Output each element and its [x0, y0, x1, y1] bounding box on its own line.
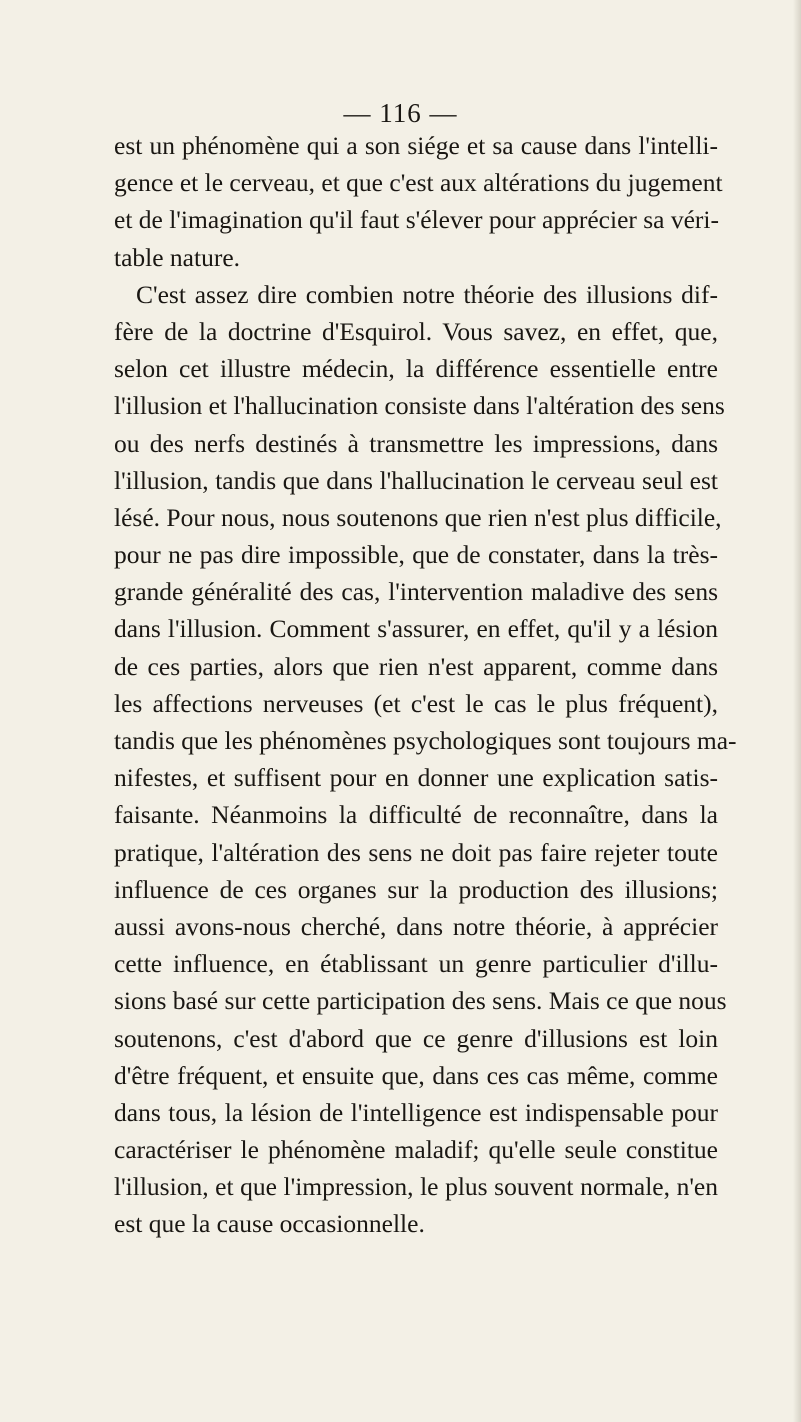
page-edge-shadow [793, 0, 801, 1422]
text-line: dans l'illusion. Comment s'assurer, en effet, qu'il y a lésion [114, 614, 718, 644]
text-line: les affections nerveuses (et c'est le cas le plus fréquent), [114, 688, 718, 718]
body-text [114, 127, 737, 1243]
text-line: l'illusion, et que l'impression, le plus souvent normale, n'en [114, 1172, 718, 1202]
text-line: C'est assez dire combien notre théorie des illusions dif- [136, 279, 718, 309]
text-line: nifestes, et suffisent pour en donner une explication satis- [114, 763, 718, 793]
text-line: pour ne pas dire impossible, que de constater, dans la très- [114, 540, 718, 570]
text-line: aussi avons-nous cherché, dans notre théorie, à apprécier [114, 911, 718, 941]
text-line: soutenons, c'est d'abord que ce genre d'illusions est loin [114, 1023, 718, 1053]
text-line: pratique, l'altération des sens ne doit pas faire rejeter toute [114, 837, 718, 867]
text-line: gence et le cerveau, et que c'est aux altérations du jugement [114, 168, 723, 198]
text-line: sions basé sur cette participation des sens. Mais ce que nous [114, 986, 727, 1016]
text-line: d'être fréquent, et ensuite que, dans ces cas même, comme [114, 1060, 718, 1090]
text-line: l'illusion, tandis que dans l'hallucination le cerveau seul est [114, 465, 718, 495]
text-line: l'illusion et l'hallucination consiste dans l'altération des sens [114, 391, 725, 421]
text-line: table nature. [114, 242, 241, 272]
text-line: et de l'imagination qu'il faut s'élever pour apprécier sa véri- [114, 205, 720, 235]
text-line: de ces parties, alors que rien n'est apparent, comme dans [114, 651, 718, 681]
text-line: selon cet illustre médecin, la différence essentielle entre [114, 354, 718, 384]
page-number: — 116 — [343, 98, 458, 128]
text-line: ou des nerfs destinés à transmettre les impressions, dans [114, 428, 718, 458]
text-line: fère de la doctrine d'Esquirol. Vous savez, en effet, que, [114, 316, 718, 346]
text-line: dans tous, la lésion de l'intelligence est indispensable pour [114, 1097, 718, 1127]
text-line: grande généralité des cas, l'intervention maladive des sens [114, 577, 718, 607]
text-line: est que la cause occasionnelle. [114, 1209, 425, 1239]
text-line: caractériser le phénomène maladif; qu'elle seule constitue [114, 1135, 718, 1165]
text-line: influence de ces organes sur la production des illusions; [114, 874, 718, 904]
text-line: est un phénomène qui a son siége et sa cause dans l'intelli- [114, 131, 718, 160]
text-line: cette influence, en établissant un genre particulier d'illu- [114, 949, 718, 979]
text-line: lésé. Pour nous, nous soutenons que rien n'est plus difficile, [114, 502, 722, 532]
text-line: tandis que les phénomènes psychologiques sont toujours ma- [114, 726, 737, 755]
text-line: faisante. Néanmoins la difficulté de reconnaître, dans la [114, 800, 718, 830]
